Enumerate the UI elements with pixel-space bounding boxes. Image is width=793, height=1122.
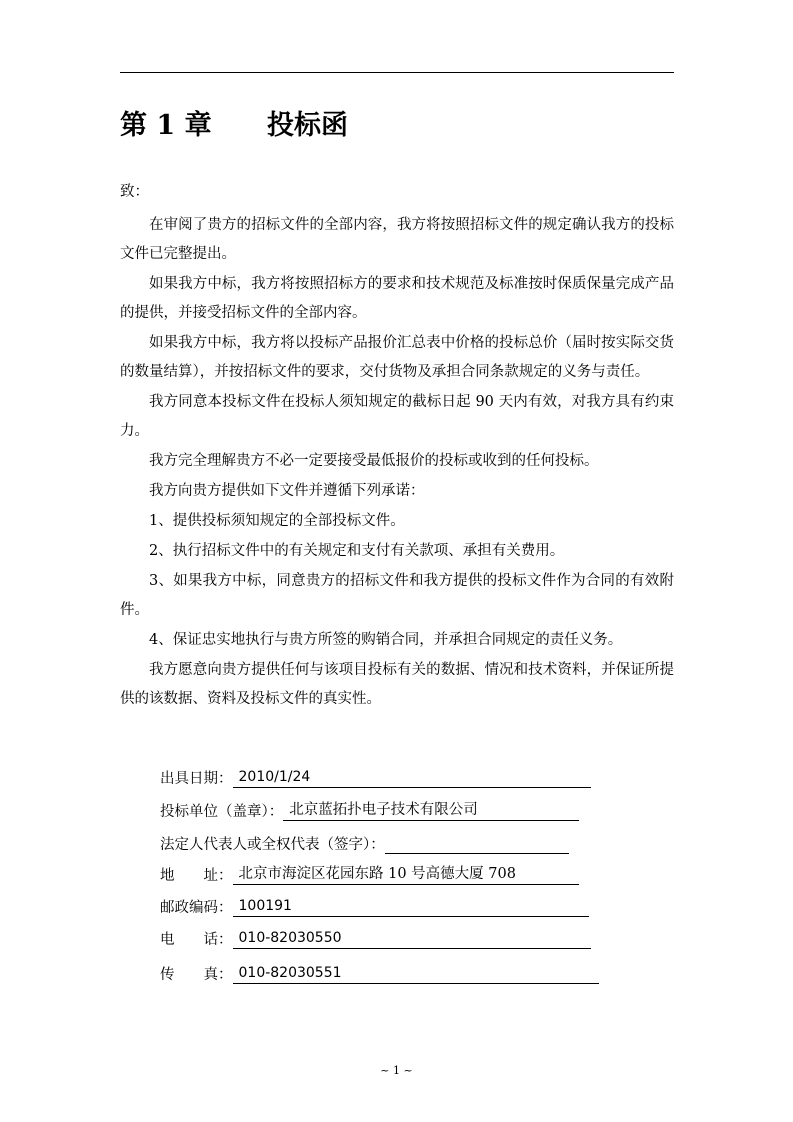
commitment-item: 3、如果我方中标，同意贵方的招标文件和我方提供的投标文件作为合同的有效附件。 xyxy=(120,573,674,618)
page-number: ~ 1 ~ xyxy=(380,1064,413,1077)
paragraph: 如果我方中标，我方将按照招标方的要求和技术规范及标准按时保质保量完成产品的提供，并接受招标文件的全部内容。 xyxy=(120,276,674,321)
phone-label: 电 话： xyxy=(160,932,233,948)
fax-field xyxy=(160,963,599,984)
representative-field xyxy=(160,833,569,854)
chapter-heading xyxy=(120,103,348,142)
phone-value: 010-82030550 xyxy=(233,928,591,949)
date-label: 出具日期： xyxy=(160,771,233,787)
representative-signature-line xyxy=(385,833,569,854)
address-field xyxy=(160,864,579,885)
postcode-value: 100191 xyxy=(233,896,589,917)
paragraph: 在审阅了贵方的招标文件的全部内容，我方将按照招标文件的规定确认我方的投标文件已完整提出。 xyxy=(120,217,674,262)
commitment-item: 4、保证忠实地执行与贵方所签的购销合同，并承担合同规定的责任义务。 xyxy=(149,632,623,648)
paragraph: 我方同意本投标文件在投标人须知规定的截标日起 90 天内有效，对我方具有约束力。 xyxy=(120,394,674,439)
date-value: 2010/1/24 xyxy=(233,767,591,788)
letter-body xyxy=(120,178,674,714)
bidder-unit-label: 投标单位（盖章）： xyxy=(160,804,284,820)
address-value: 北京市海淀区花园东路 10 号高德大厦 708 xyxy=(233,864,579,885)
representative-label: 法定人代表人或全权代表（签字）： xyxy=(160,837,385,853)
salutation: 致： xyxy=(120,184,149,200)
commitment-item: 2、执行招标文件中的有关规定和支付有关款项、承担有关费用。 xyxy=(149,543,565,559)
fax-value: 010-82030551 xyxy=(233,963,599,984)
paragraph: 我方愿意向贵方提供任何与该项目投标有关的数据、情况和技术资料，并保证所提供的该数据、资料及投标文件的真实性。 xyxy=(120,662,674,707)
header-rule xyxy=(120,72,674,73)
paragraph: 我方向贵方提供如下文件并遵循下列承诺： xyxy=(149,483,425,499)
bidder-unit-field xyxy=(160,800,579,821)
bidder-unit-value: 北京蓝拓扑电子技术有限公司 xyxy=(283,800,579,821)
paragraph: 我方完全理解贵方不必一定要接受最低报价的投标或收到的任何投标。 xyxy=(149,453,599,469)
address-label: 地 址： xyxy=(160,868,233,884)
postcode-label: 邮政编码： xyxy=(160,900,233,916)
phone-field xyxy=(160,928,591,949)
chapter-title: 投标函 xyxy=(267,110,348,141)
commitment-item: 1、提供投标须知规定的全部投标文件。 xyxy=(149,513,405,529)
date-field xyxy=(160,767,591,788)
paragraph: 如果我方中标，我方将以投标产品报价汇总表中价格的投标总价（届时按实际交货的数量结算），并按招标文件的要求，交付货物及承担合同条款规定的义务与责任。 xyxy=(120,335,674,380)
chapter-number: 第 1 章 xyxy=(120,110,212,141)
postcode-field xyxy=(160,896,589,917)
fax-label: 传 真： xyxy=(160,967,233,983)
